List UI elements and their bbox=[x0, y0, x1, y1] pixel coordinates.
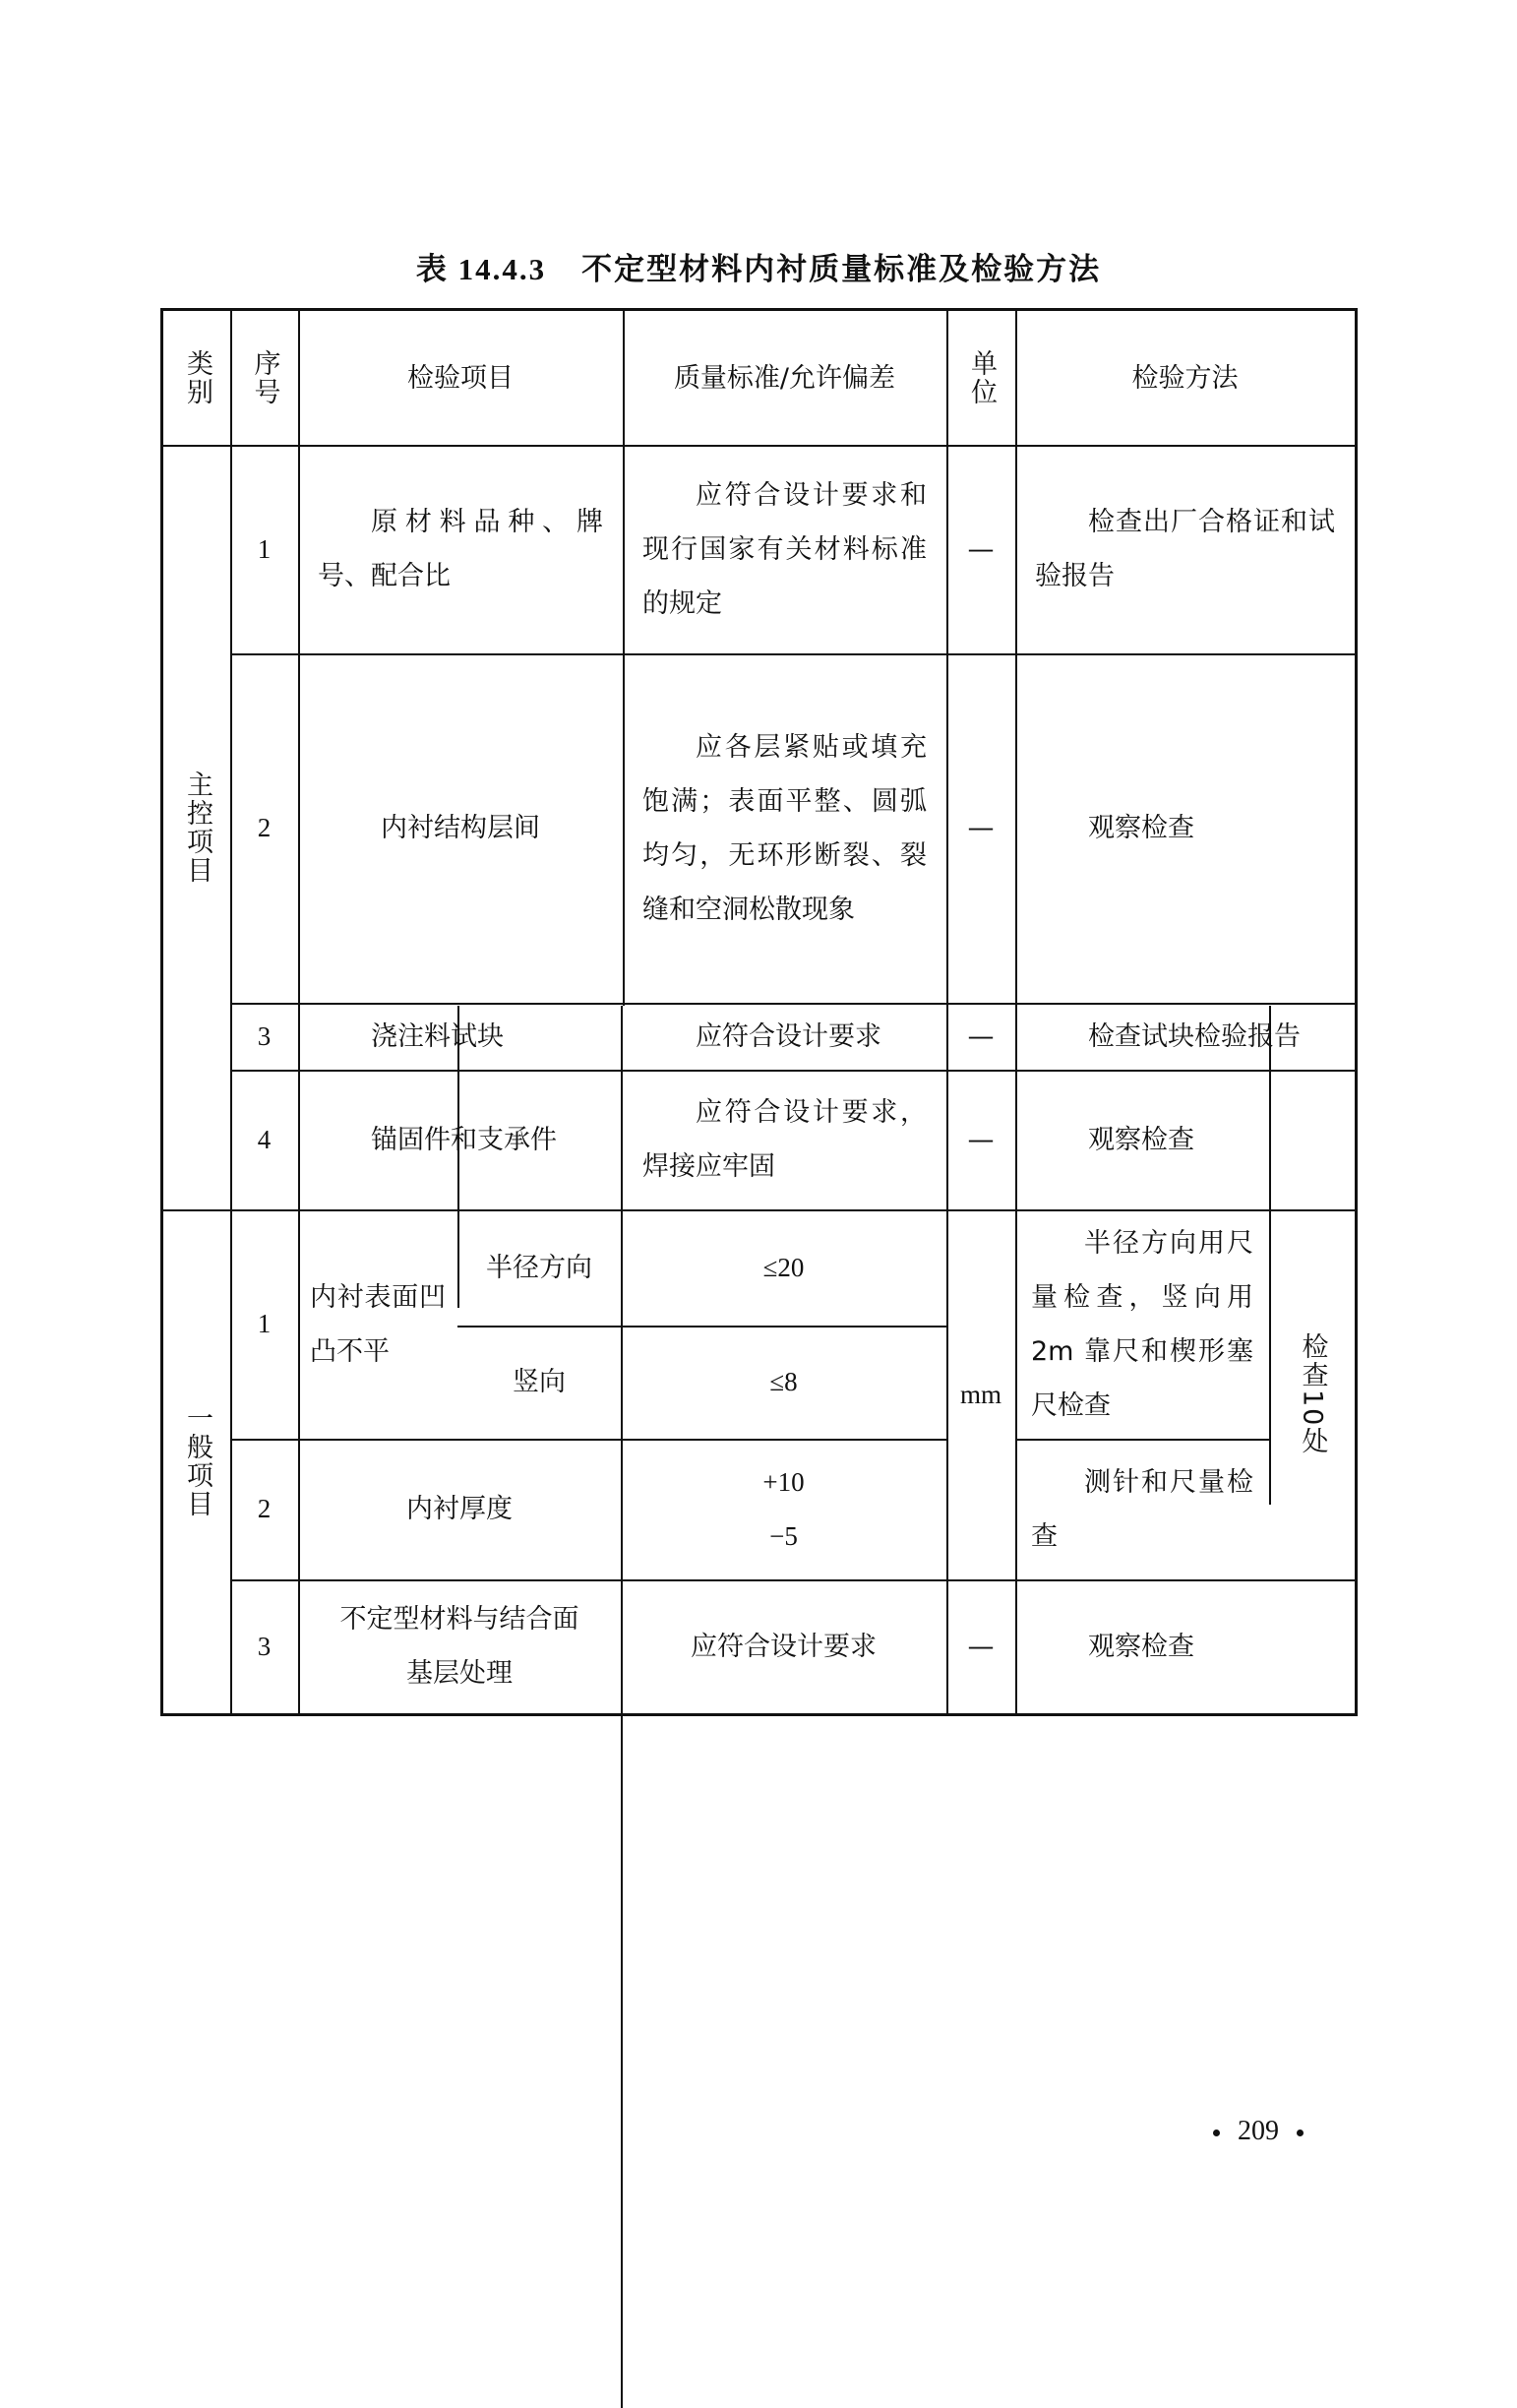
item-text: 内衬表面凹凸不平 bbox=[310, 1281, 446, 1367]
header-seq-label: 序号 bbox=[249, 349, 280, 406]
standard-text: 应符合设计要求和现行国家有关材料标准的规定 bbox=[642, 479, 927, 619]
table-row-seq: 1 bbox=[257, 533, 272, 564]
table-row-item bbox=[298, 1579, 621, 1713]
table-row-unit: — bbox=[967, 1020, 995, 1052]
standard-radial: ≤20 bbox=[762, 1252, 805, 1282]
table-row-standard: 应符合设计要求 bbox=[691, 1631, 877, 1662]
standard-text: 应符合设计要求，焊接应牢固 bbox=[642, 1097, 927, 1182]
header-category-label: 类别 bbox=[182, 349, 212, 406]
header-item: 检验项目 bbox=[407, 362, 514, 394]
header-category bbox=[163, 311, 230, 445]
method-text: 检查试块检验报告 bbox=[1088, 1020, 1301, 1052]
quality-standards-table bbox=[160, 308, 1358, 1716]
table-row-method bbox=[1015, 1003, 1355, 1070]
method-text: 测针和尺量检查 bbox=[1031, 1466, 1253, 1552]
bullet-icon bbox=[1213, 2130, 1220, 2136]
table-row-standard bbox=[623, 653, 946, 1003]
table-row-unit: — bbox=[967, 813, 995, 843]
table-number: 表 14.4.3 bbox=[415, 252, 547, 286]
standard-vertical: ≤8 bbox=[769, 1367, 798, 1396]
table-row-item bbox=[298, 1070, 623, 1209]
method-text: 观察检查 bbox=[1088, 1631, 1194, 1662]
tolerance-plus: +10 bbox=[762, 1466, 805, 1497]
table-row-seq: 1 bbox=[257, 1309, 272, 1338]
standard-text: 应符合设计要求 bbox=[696, 1020, 881, 1052]
table-row-standard bbox=[623, 1003, 946, 1070]
table-row-unit: — bbox=[967, 1124, 995, 1155]
tolerance-minus: −5 bbox=[769, 1520, 798, 1551]
table-title-text: 不定型材料内衬质量标准及检验方法 bbox=[581, 252, 1102, 287]
header-seq bbox=[230, 311, 298, 445]
category-general bbox=[163, 1209, 230, 1713]
table-row-method bbox=[1015, 1209, 1269, 1439]
item-text: 锚固件和支承件 bbox=[371, 1124, 557, 1155]
table-row-method bbox=[1015, 1439, 1269, 1579]
item-text: 不定型材料与结合面基层处理 bbox=[339, 1604, 579, 1689]
page-number-text: 209 bbox=[1238, 2116, 1279, 2146]
item-text: 浇注料试块 bbox=[371, 1020, 504, 1052]
item-text: 原材料品种、牌号、配合比 bbox=[318, 507, 603, 591]
table-row-seq: 3 bbox=[257, 1631, 272, 1661]
table-row-unit: — bbox=[967, 533, 995, 565]
table-row-standard bbox=[621, 1439, 946, 1579]
sub-item-vertical: 竖向 bbox=[513, 1367, 566, 1397]
table-row-standard bbox=[623, 1070, 946, 1209]
method-text: 半径方向用尺量检查，竖向用 2m 靠尺和楔形塞尺检查 bbox=[1031, 1227, 1253, 1421]
shared-unit: mm bbox=[959, 1379, 1001, 1409]
table-row-seq: 2 bbox=[257, 813, 272, 842]
method-text: 观察检查 bbox=[1088, 1124, 1194, 1155]
table-row-item bbox=[298, 1209, 457, 1439]
table-row-method bbox=[1015, 653, 1355, 1003]
method-text: 观察检查 bbox=[1088, 813, 1194, 843]
header-standard: 质量标准/允许偏差 bbox=[673, 362, 896, 394]
table-row-item: 内衬结构层间 bbox=[381, 813, 540, 843]
page-number bbox=[1195, 2116, 1321, 2147]
table-row-standard bbox=[623, 445, 946, 653]
table-title bbox=[0, 244, 1517, 288]
shared-check-count bbox=[1269, 1209, 1355, 1579]
table-row-unit: — bbox=[967, 1631, 995, 1662]
check-count-label: 检查10处 bbox=[1297, 1332, 1328, 1456]
category-main-control-label: 主控项目 bbox=[182, 770, 212, 885]
table-row-method bbox=[1015, 1070, 1355, 1209]
header-unit bbox=[946, 311, 1015, 445]
table-row-item bbox=[298, 1003, 623, 1070]
table-row-method bbox=[1015, 1579, 1355, 1713]
method-text: 检查出厂合格证和试验报告 bbox=[1035, 507, 1335, 591]
category-main-control bbox=[163, 445, 230, 1209]
category-general-label: 一般项目 bbox=[182, 1404, 212, 1518]
header-method: 检验方法 bbox=[1131, 362, 1239, 394]
standard-text: 应各层紧贴或填充饱满；表面平整、圆弧均匀，无环形断裂、裂缝和空洞松散现象 bbox=[642, 731, 927, 925]
table-row-seq: 2 bbox=[257, 1494, 272, 1523]
table-row-seq: 3 bbox=[257, 1020, 272, 1051]
table-row-item bbox=[298, 445, 623, 653]
table-row-method bbox=[1015, 445, 1355, 653]
sub-item-radial: 半径方向 bbox=[486, 1252, 592, 1283]
table-row-item: 内衬厚度 bbox=[406, 1494, 513, 1524]
bullet-icon bbox=[1297, 2130, 1304, 2136]
header-unit-label: 单位 bbox=[966, 349, 997, 406]
table-row-seq: 4 bbox=[257, 1124, 272, 1154]
